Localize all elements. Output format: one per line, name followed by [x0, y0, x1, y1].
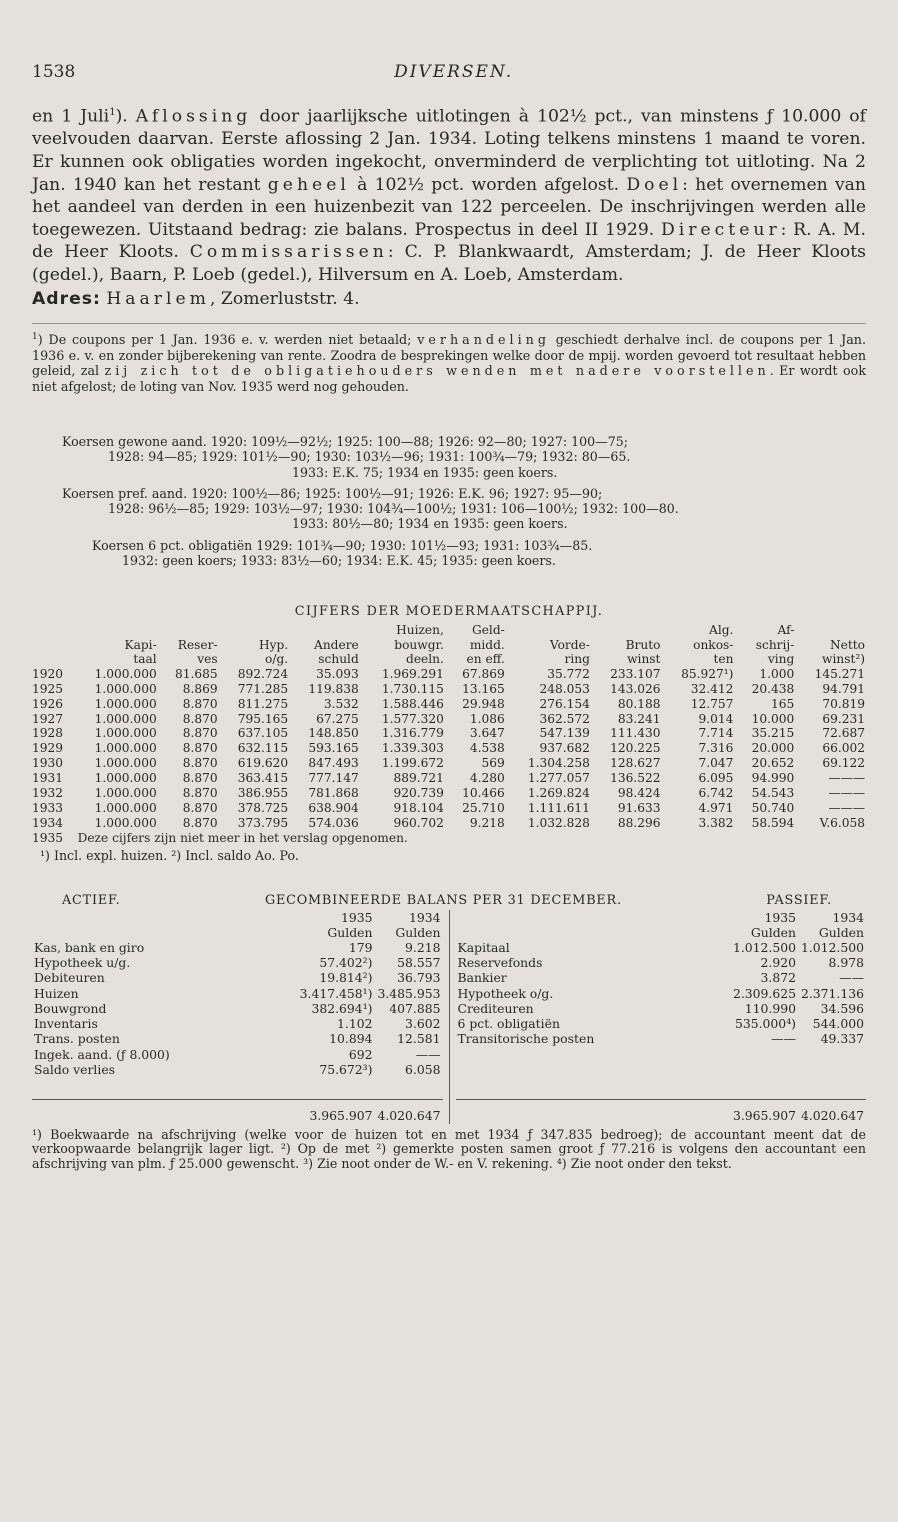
footnote: $^1$) De coupons per 1 Jan. 1936 e. v. werden niet betaald; verhandeling geschiedt derhalve incl. de coupons per 1 Jan. 1936 e. v. en zonder bijberekening van rente. Zoodra de besprekingen welke door de mpij. worden gevoerd tot resultaat hebben geleid, zal zij zich tot de obligatiehouders wenden met nadere voorstellen. Er wordt ook niet afgelost; de loting van Nov. 1935 werd nog gehouden. — [32, 323, 866, 394]
page-number: 1538 — [32, 62, 76, 82]
table-cell: 9.014 — [698, 711, 734, 726]
table-cell: 3.382 — [698, 815, 734, 830]
table-cell: 1.000.000 — [94, 681, 157, 696]
balans-label: Saldo verlies — [34, 1062, 116, 1078]
balans-value: 10.894 — [329, 1031, 373, 1047]
table-cell: 7.316 — [698, 741, 734, 756]
table-cell: 1.086 — [469, 711, 505, 726]
balans-header — [32, 893, 866, 908]
table-cell: 781.868 — [308, 786, 359, 801]
column-header: ves — [197, 652, 218, 667]
table-cell: 1.000.000 — [94, 815, 157, 830]
table-cell: 8.870 — [182, 756, 218, 771]
column-header — [75, 623, 160, 638]
balans-label: Debiteuren — [34, 970, 105, 986]
table-cell: 1.199.672 — [381, 756, 444, 771]
table-cell: 1933 — [32, 800, 64, 815]
table-cell: 148.850 — [308, 726, 359, 741]
address-line: Adres: Haarlem, Zomerluststr. 4. — [32, 289, 360, 310]
table-cell: 7.047 — [698, 756, 734, 771]
table-cell: 58.594 — [751, 815, 795, 830]
koersen-entry: Koersen gewone aand. 1920: 109½—92½; 1925: 100—88; 1926: 92—80; 1927: 100—75; 1928: 94—85; 1929: 101½—90; 1930: 103½—96; 1931: 100¾—79; 1932: 80—65. 1933: E.K. 75; 1934 en 1935: geen koers. — [62, 433, 631, 480]
balans-row — [456, 1001, 867, 1016]
balans-value: —— — [839, 970, 864, 986]
table-cell: 119.838 — [308, 681, 359, 696]
table-cell: 619.620 — [237, 756, 289, 771]
table-cell: 1.000.000 — [94, 756, 157, 771]
balans-label: Hypotheek u/g. — [34, 954, 131, 970]
balans-value: 12.581 — [397, 1031, 441, 1047]
column-header: Reser- — [177, 637, 218, 652]
table-cell: 1929 — [32, 741, 64, 756]
table-cell: V.6.058 — [819, 815, 865, 830]
column-header: schuld — [318, 652, 359, 667]
balans-value: 34.596 — [820, 1000, 864, 1016]
table-cell: 1.000.000 — [94, 666, 157, 681]
table-cell: 3.647 — [469, 726, 505, 741]
balans-value: 2.371.136 — [800, 985, 864, 1001]
balans-row — [456, 940, 867, 955]
column-header: taal — [133, 652, 157, 667]
table-cell: 20.438 — [751, 681, 795, 696]
column-header: schrij- — [755, 637, 795, 652]
balans-value: 19.814²) — [319, 970, 373, 986]
table-cell: 1.730.115 — [381, 681, 444, 696]
column-header — [32, 638, 75, 653]
table-cell: 50.740 — [751, 800, 795, 815]
column-header: ring — [564, 652, 590, 667]
balans-value: 535.000⁴) — [734, 1016, 796, 1032]
balans-total-row — [456, 1100, 867, 1124]
balans-label: Transitorische posten — [457, 1031, 595, 1047]
table-cell: 7.714 — [698, 726, 734, 741]
column-header — [508, 623, 593, 638]
table-row — [32, 667, 868, 682]
table-cell: 1926 — [32, 696, 64, 711]
balans-row — [32, 1031, 443, 1046]
table-cell: 637.105 — [237, 726, 289, 741]
column-header: deeln. — [406, 652, 444, 667]
balans-table — [32, 910, 866, 1124]
running-title: DIVERSEN. — [394, 62, 514, 82]
table-cell: 10.000 — [751, 711, 795, 726]
table-cell: 811.275 — [237, 696, 289, 711]
table-cell: 1.000.000 — [94, 771, 157, 786]
table-cell: 1.277.057 — [527, 771, 590, 786]
table-cell: 6.742 — [698, 786, 734, 801]
table-cell: 83.241 — [617, 711, 661, 726]
balans-label: Bouwgrond — [34, 1000, 107, 1016]
table-cell: 1.000.000 — [94, 800, 157, 815]
table-cell: 1.304.258 — [527, 756, 590, 771]
column-header: winst²) — [822, 652, 865, 667]
total-1934: 4.020.647 — [798, 1100, 866, 1124]
table-cell: 363.415 — [237, 771, 289, 786]
balans-value: 407.885 — [389, 1000, 441, 1016]
table-cell: 795.165 — [237, 711, 289, 726]
column-header: Hyp. — [258, 637, 289, 652]
table-cell: 1.588.446 — [381, 696, 444, 711]
table-cell: 13.165 — [462, 681, 505, 696]
body-text — [32, 102, 866, 311]
table-cell: 1.000 — [759, 666, 795, 681]
column-header: Geld- — [471, 623, 505, 638]
table-cell: 111.430 — [610, 726, 661, 741]
aflossing-word: Aflossing — [135, 106, 252, 127]
table-cell: 8.870 — [182, 786, 218, 801]
balans-value: 1.102 — [337, 1016, 373, 1032]
table-cell: 937.682 — [539, 741, 590, 756]
column-header — [291, 623, 362, 638]
table-cell: 1935 — [32, 830, 64, 845]
column-header: Andere — [314, 637, 359, 652]
table-row — [32, 831, 868, 846]
balans-value: 9.218 — [405, 939, 441, 955]
column-header: Vorde- — [549, 637, 590, 652]
table-cell: 889.721 — [393, 771, 444, 786]
column-header: ving — [767, 652, 795, 667]
balans-value: 1.012.500 — [732, 939, 796, 955]
koersen-entry: Koersen pref. aand. 1920: 100½—86; 1925: 100½—91; 1926: E.K. 96; 1927: 95—90; 1928: 96½—85; 1929: 103½—97; 1930: 104¾—100½; 1931: 106—100½; 1932: 100—80. 1933: 80½—80; 1934 en 1935: geen koers. — [62, 485, 679, 532]
table-cell: 35.093 — [316, 666, 359, 681]
table-cell: 8.870 — [182, 815, 218, 830]
balans-value: 1.012.500 — [800, 939, 864, 955]
table-cell: 67.275 — [316, 711, 359, 726]
cijfers-table — [32, 623, 868, 845]
table-cell: 81.685 — [174, 666, 218, 681]
table-cell: 136.522 — [610, 771, 661, 786]
table-cell: 8.869 — [182, 681, 218, 696]
balans-label: Huizen — [34, 985, 79, 1001]
table-cell: 920.739 — [393, 786, 444, 801]
table-cell: 91.633 — [617, 800, 661, 815]
table-cell: ——— — [828, 800, 865, 815]
body-paragraph: en 1 Juli$^1$). Aflossing door jaarlijksche uitlotingen à 102½ pct., van minstens ƒ 10.000 of veelvouden daarvan. Eerste aflossing 2 Jan. 1934. Loting telkens minstens 1 maand te voren. Er kunnen ook obligaties worden ingekocht, onverminderd de verplichting tot uitloting. Na 2 Jan. 1940 kan het restant geheel à 102½ pct. worden afgelost. Doel: het overnemen van het aandeel van derden in een huizenbezit van 122 perceelen. De inschrijvingen werden alle toegewezen. Uitstaand bedrag: zie balans. Prospectus in deel II 1929. Directeur: R. A. M. de Heer Kloots. Commissarissen: C. P. Blankwaardt, Amsterdam; J. de Heer Kloots (gedel.), Baarn, P. Loeb (gedel.), Hilversum en A. Loeb, Amsterdam. — [32, 106, 867, 285]
table-cell: 362.572 — [539, 711, 590, 726]
table-cell: 574.036 — [308, 815, 359, 830]
table-cell: 1.969.291 — [381, 666, 444, 681]
balans-row — [32, 970, 443, 985]
table-row — [32, 726, 868, 741]
balans-value: 3.417.458¹) — [299, 985, 373, 1001]
passief-label: PASSIEF. — [766, 892, 832, 908]
table-cell: 8.870 — [182, 800, 218, 815]
table-cell: 8.870 — [182, 726, 218, 741]
table-cell: 1.000.000 — [94, 726, 157, 741]
table-cell: 960.702 — [393, 815, 444, 830]
balans-value: 3.602 — [405, 1016, 441, 1032]
table-cell: ——— — [828, 771, 865, 786]
table-cell: 1920 — [32, 666, 64, 681]
balans-row — [32, 986, 443, 1001]
table-cell: 248.053 — [539, 681, 590, 696]
table-cell: 69.231 — [822, 711, 865, 726]
table-cell: 569 — [481, 756, 505, 771]
cijfers-title: CIJFERS DER MOEDERMAATSCHAPPIJ. — [294, 604, 604, 620]
table-cell: 777.147 — [308, 771, 359, 786]
table-row — [32, 741, 868, 756]
table-cell: 892.724 — [237, 666, 289, 681]
balans-row — [32, 1016, 443, 1031]
column-header — [221, 623, 292, 638]
balans-row — [32, 1001, 443, 1016]
table-row — [32, 771, 868, 786]
balans-value: 36.793 — [397, 970, 441, 986]
table-row — [32, 756, 868, 771]
table-cell: 771.285 — [237, 681, 289, 696]
koersen-section — [32, 434, 866, 568]
table-cell: 847.493 — [308, 756, 359, 771]
cijfers-footnote: ¹) Incl. expl. huizen. ²) Incl. saldo Ao. Po. — [40, 847, 299, 863]
total-1935: 3.965.907 — [298, 1100, 375, 1124]
column-header — [797, 623, 868, 638]
column-header: Netto — [829, 637, 865, 652]
table-cell: 918.104 — [393, 800, 444, 815]
balans-label: 6 pct. obligatiën — [457, 1016, 560, 1032]
table-cell: 165 — [771, 696, 795, 711]
table-cell: 72.687 — [822, 726, 865, 741]
table-cell: 3.532 — [323, 696, 359, 711]
column-header: Bruto — [625, 637, 661, 652]
balans-row — [456, 970, 867, 985]
balans-label: Bankier — [457, 970, 507, 986]
table-cell: 88.296 — [617, 815, 661, 830]
balans-value: 3.485.953 — [377, 985, 441, 1001]
table-cell: 8.870 — [182, 696, 218, 711]
table-cell: 593.165 — [308, 741, 359, 756]
balans-label: Crediteuren — [457, 1000, 534, 1016]
column-header — [593, 623, 664, 638]
passief-column: 1935 1934 Gulden Gulden Kapitaal 1.012.500 1.012.500 Reservefonds 2.920 8.978 Bankier 3.872 —— Hypotheek o/g. 2.309.625 2.371.136 Crediteuren 110.990 34.596 6 pct. obligatiën 535.000⁴) 544.000 Transitorische posten —— 49.337 3.965.907 4.020.647 — [457, 909, 864, 1124]
table-cell: 12.757 — [690, 696, 734, 711]
column-header: Af- — [777, 623, 795, 638]
total-1935: 3.965.907 — [730, 1100, 798, 1124]
balans-value: —— — [771, 1031, 796, 1047]
column-header: Kapi- — [124, 637, 157, 652]
column-header: midd. — [469, 637, 505, 652]
table-cell: 20.652 — [751, 756, 795, 771]
actief-label: ACTIEF. — [62, 892, 121, 908]
column-header — [32, 652, 75, 667]
table-cell: 1.032.828 — [527, 815, 590, 830]
balans-value: 3.872 — [760, 970, 796, 986]
column-header: ten — [713, 652, 734, 667]
table-cell: 94.990 — [751, 771, 795, 786]
balans-row — [456, 955, 867, 970]
total-1934: 4.020.647 — [375, 1100, 443, 1124]
page-header — [32, 62, 866, 90]
balans-value: 179 — [348, 939, 373, 955]
table-cell: Deze cijfers zijn niet meer in het verslag opgenomen. — [77, 830, 408, 845]
balans-value: —— — [415, 1046, 441, 1062]
balans-value: 692 — [348, 1046, 373, 1062]
table-row — [32, 697, 868, 712]
table-cell: 143.026 — [610, 681, 661, 696]
balans-row — [32, 955, 443, 970]
table-row — [32, 712, 868, 727]
table-cell: 1.000.000 — [94, 786, 157, 801]
table-cell: 1932 — [32, 786, 64, 801]
table-cell: 1.339.303 — [381, 741, 444, 756]
table-cell: 32.412 — [690, 681, 734, 696]
table-cell: 1927 — [32, 711, 64, 726]
balans-row — [456, 1031, 867, 1046]
table-cell: 80.188 — [617, 696, 661, 711]
column-header: onkos- — [693, 637, 734, 652]
balans-label: Kapitaal — [457, 939, 510, 955]
table-cell: 1.000.000 — [94, 711, 157, 726]
table-cell: 128.627 — [610, 756, 661, 771]
table-cell: 35.772 — [547, 666, 590, 681]
table-cell: 547.139 — [539, 726, 590, 741]
balans-value: 75.672³) — [319, 1062, 373, 1078]
balans-row — [456, 1016, 867, 1031]
table-cell: 1928 — [32, 726, 64, 741]
balans-label: Reservefonds — [457, 954, 543, 970]
table-cell: 35.215 — [751, 726, 795, 741]
table-cell: 638.904 — [308, 800, 359, 815]
table-cell: 1.111.611 — [527, 800, 590, 815]
table-cell: 4.280 — [469, 771, 505, 786]
table-row — [32, 801, 868, 816]
balans-label: Inventaris — [34, 1016, 98, 1032]
table-cell: 1931 — [32, 771, 64, 786]
table-cell: 67.869 — [462, 666, 505, 681]
table-cell: 386.955 — [237, 786, 289, 801]
table-cell: 1.577.320 — [381, 711, 444, 726]
column-header — [160, 623, 221, 638]
balans-value: 57.402²) — [319, 954, 373, 970]
table-cell: 1930 — [32, 756, 64, 771]
balans-label: Ingek. aand. (ƒ 8.000) — [34, 1046, 170, 1062]
table-cell: 4.538 — [469, 741, 505, 756]
table-cell: 120.225 — [610, 741, 661, 756]
table-cell: 378.725 — [237, 800, 289, 815]
balans-row — [32, 1047, 443, 1062]
table-cell: 1934 — [32, 815, 64, 830]
table-cell: 85.927¹) — [681, 666, 734, 681]
balans-value: 58.557 — [397, 954, 441, 970]
balans-value: 2.920 — [760, 954, 796, 970]
table-cell: ——— — [828, 786, 865, 801]
table-cell: 1.269.824 — [527, 786, 590, 801]
column-header: bouwgr. — [394, 637, 444, 652]
balans-total-row — [32, 1100, 443, 1124]
table-cell: 8.870 — [182, 741, 218, 756]
address-label: Adres: — [32, 289, 101, 310]
column-header — [32, 623, 75, 638]
table-cell: 632.115 — [237, 741, 289, 756]
balans-value: 544.000 — [812, 1016, 864, 1032]
table-cell: 54.543 — [751, 786, 795, 801]
balans-label: Kas, bank en giro — [34, 939, 145, 955]
balans-label: Hypotheek o/g. — [457, 985, 554, 1001]
balans-footnote: ¹) Boekwaarde na afschrijving (welke voor de huizen tot en met 1934 ƒ 347.835 bedroeg); de accountant meent dat de verkoopwaarde belangrijk lager ligt. ²) Op de met ²) gemerkte posten samen groot ƒ 77.216 is volgens den accountant een afschrijving van plm. ƒ 25.000 gewenscht. ³) Zie noot onder de W.- en V. rekening. ⁴) Zie noot onder den tekst. — [32, 1126, 866, 1172]
table-cell: 276.154 — [539, 696, 590, 711]
table-cell: 69.122 — [822, 756, 865, 771]
table-cell: 1.000.000 — [94, 741, 157, 756]
balans-value: 8.978 — [828, 954, 864, 970]
table-row — [32, 786, 868, 801]
table-cell: 373.795 — [237, 815, 289, 830]
table-cell: 98.424 — [617, 786, 661, 801]
table-cell: 233.107 — [610, 666, 661, 681]
table-cell: 9.218 — [469, 815, 505, 830]
table-cell: 8.870 — [182, 771, 218, 786]
table-cell: 10.466 — [462, 786, 505, 801]
cijfers-header-row — [32, 652, 868, 667]
balans-value: 382.694¹) — [311, 1000, 373, 1016]
cijfers-header-row — [32, 638, 868, 653]
balans-value: 6.058 — [405, 1062, 441, 1078]
table-cell: 145.271 — [814, 666, 865, 681]
table-cell: 70.819 — [822, 696, 865, 711]
table-cell: 20.000 — [751, 741, 795, 756]
page — [32, 62, 866, 1172]
table-cell: 1925 — [32, 681, 64, 696]
table-cell: 4.971 — [698, 800, 734, 815]
cijfers-header-row — [32, 623, 868, 638]
table-cell: 6.095 — [698, 771, 734, 786]
balans-title: GECOMBINEERDE BALANS PER 31 DECEMBER. — [264, 892, 622, 908]
balans-value: 49.337 — [820, 1031, 864, 1047]
table-row — [32, 682, 868, 697]
table-cell: 8.870 — [182, 711, 218, 726]
actief-column: 1935 1934 Gulden Gulden Kas, bank en giro 179 9.218 Hypotheek u/g. 57.402²) 58.557 Debiteuren 19.814²) 36.793 Huizen 3.417.458¹) 3.485.953 Bouwgrond 382.694¹) 407.885 Inventaris 1.102 3.602 Trans. posten 10.894 12.581 Ingek. aand. (ƒ 8.000) 692 —— Saldo verlies 75.672³) 6.058 3.965.907 4.020.647 — [32, 910, 450, 1124]
balans-value: 2.309.625 — [732, 985, 796, 1001]
table-cell: 25.710 — [462, 800, 505, 815]
balans-row — [32, 1062, 443, 1077]
table-cell: 1.000.000 — [94, 696, 157, 711]
table-cell: 94.791 — [822, 681, 865, 696]
koersen-entry: Koersen 6 pct. obligatiën 1929: 101¾—90; 1930: 101½—93; 1931: 103¾—85. 1932: geen koers; 1933: 83½—60; 1934: E.K. 45; 1935: geen koers. — [92, 537, 593, 569]
balans-row — [32, 940, 443, 955]
column-header: o/g. — [265, 652, 289, 667]
balans-value: 110.990 — [744, 1000, 796, 1016]
column-header: Huizen, — [396, 623, 444, 638]
column-header: winst — [627, 652, 661, 667]
table-cell: 1.316.779 — [381, 726, 444, 741]
balans-row — [456, 986, 867, 1001]
balans-label: Trans. posten — [34, 1031, 120, 1047]
table-row — [32, 816, 868, 831]
column-header: en eff. — [466, 652, 505, 667]
column-header: Alg. — [709, 623, 734, 638]
table-cell: 66.002 — [822, 741, 865, 756]
table-cell: 29.948 — [462, 696, 505, 711]
